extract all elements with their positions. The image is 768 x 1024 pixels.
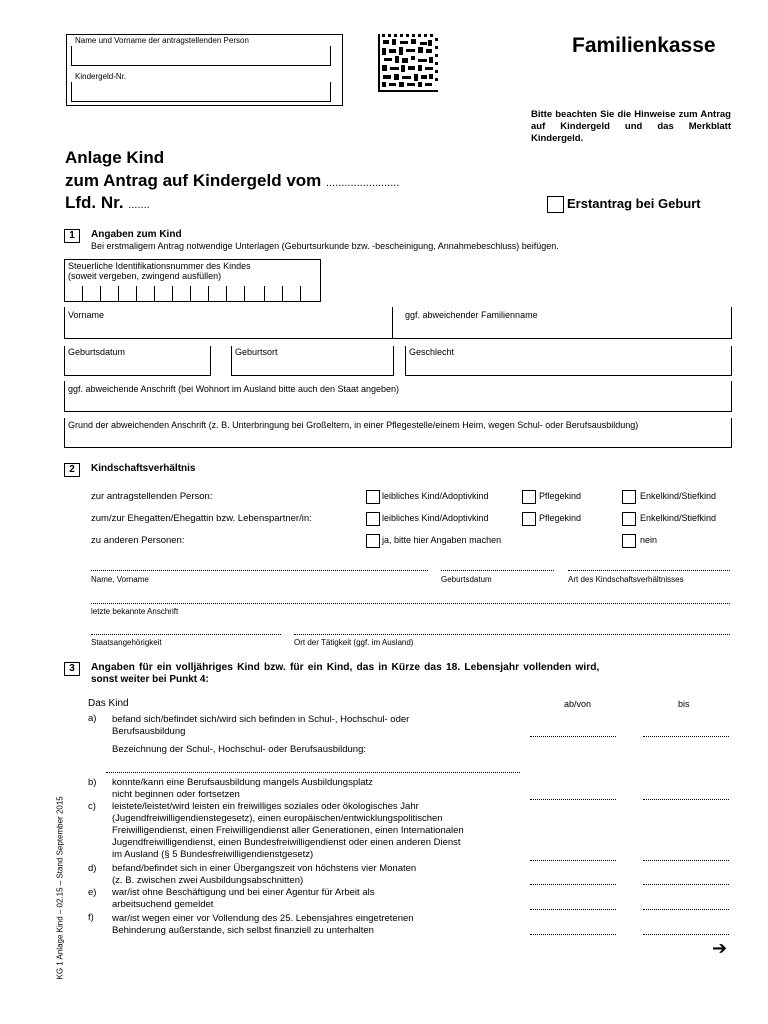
relation-row2-label: zum/zur Ehegatten/Ehegattin bzw. Lebenspartner/in:	[91, 513, 312, 524]
section-3-number: 3	[64, 662, 80, 676]
other-person-kind-field[interactable]	[568, 570, 730, 571]
item-e-to-field[interactable]	[643, 909, 729, 910]
other-surname-input[interactable]	[405, 320, 725, 336]
applicant-name-label: Name und Vorname der antragstellenden Person	[75, 36, 249, 45]
first-name-input[interactable]	[68, 320, 388, 336]
row1-foster-checkbox[interactable]	[522, 490, 536, 504]
tax-id-label-line2: (soweit vergeben, zwingend ausfüllen)	[68, 271, 222, 281]
item-d-key: d)	[88, 863, 97, 874]
row2-biological-checkbox[interactable]	[366, 512, 380, 526]
birthplace-label: Geburtsort	[235, 347, 278, 357]
row1-grandchild-checkbox[interactable]	[622, 490, 636, 504]
last-address-label: letzte bekannte Anschrift	[91, 607, 179, 616]
form-title-text: zum Antrag auf Kindergeld vom	[65, 171, 322, 190]
item-e-text2: arbeitsuchend gemeldet	[112, 899, 214, 910]
item-d-to-field[interactable]	[643, 884, 729, 885]
applicant-name-input[interactable]	[71, 46, 331, 66]
next-page-arrow-icon: ➔	[712, 938, 728, 959]
item-c-from-field[interactable]	[530, 860, 616, 861]
agency-name: Familienkasse	[572, 34, 716, 57]
other-person-name-label: Name, Vorname	[91, 575, 149, 584]
other-person-name-field[interactable]	[91, 570, 428, 571]
row3-no-label: nein	[640, 535, 658, 545]
item-f-from-field[interactable]	[530, 934, 616, 935]
serial-number-field[interactable]: .......	[128, 199, 150, 211]
workplace-label: Ort der Tätigkeit (ggf. im Ausland)	[294, 638, 414, 647]
item-f-text2: Behinderung außerstande, sich selbst finanziell zu unterhalten	[112, 925, 374, 936]
row2-grandchild-label: Enkelkind/Stiefkind	[640, 513, 717, 523]
from-column-header: ab/von	[564, 699, 592, 709]
relation-row3-label: zu anderen Personen:	[91, 535, 185, 546]
item-c-text2: (Jugendfreiwilligendienstegesetz), einen europäischen/entwicklungspolitischen	[112, 813, 443, 824]
item-c-text4: Jugendfreiwilligendienst, einen Bundesfreiwilligendienst oder einen anderen Dienst	[112, 837, 461, 848]
item-c-key: c)	[88, 801, 96, 812]
item-b-text1: konnte/kann eine Berufsausbildung mangels Ausbildungsplatz	[112, 777, 373, 788]
kg-number-input[interactable]	[71, 82, 331, 102]
item-a-education-field[interactable]	[106, 772, 520, 773]
item-c-text5: im Ausland (§ 5 Bundesfreiwilligendienstgesetz)	[112, 849, 314, 860]
tax-id-label-line1: Steuerliche Identifikationsnummer des Kindes	[68, 261, 251, 271]
other-surname-label: ggf. abweichender Familienname	[405, 310, 538, 320]
row2-biological-label: leibliches Kind/Adoptivkind	[382, 513, 489, 523]
first-application-checkbox[interactable]	[547, 196, 564, 213]
workplace-field[interactable]	[294, 634, 730, 635]
form-title-line2	[65, 171, 399, 191]
item-b-from-field[interactable]	[530, 799, 616, 800]
nationality-field[interactable]	[91, 634, 281, 635]
section-3-title-line2: sonst weiter bei Punkt 4:	[91, 674, 209, 685]
first-application-label: Erstantrag bei Geburt	[567, 196, 701, 211]
section-1-title: Angaben zum Kind	[91, 229, 182, 240]
item-c-text1: leistete/leistet/wird leisten ein freiwilliges soziales oder ökologisches Jahr	[112, 801, 419, 812]
other-address-label: ggf. abweichende Anschrift (bei Wohnort im Ausland bitte auch den Staat angeben)	[68, 384, 400, 394]
item-c-text3: Freiwilligendienst, einen Freiwilligendienst aller Generationen, einen Internationalen	[112, 825, 464, 836]
row1-grandchild-label: Enkelkind/Stiefkind	[640, 491, 717, 501]
gender-label: Geschlecht	[409, 347, 455, 357]
section-2-number: 2	[64, 463, 80, 477]
item-e-from-field[interactable]	[530, 909, 616, 910]
kg-number-label: Kindergeld-Nr.	[75, 72, 127, 81]
das-kind-label: Das Kind	[88, 698, 129, 709]
birthdate-label: Geburtsdatum	[68, 347, 126, 357]
item-a-text1: befand sich/befindet sich/wird sich befinden in Schul-, Hochschul- oder	[112, 714, 410, 725]
row1-biological-checkbox[interactable]	[366, 490, 380, 504]
form-title-line1: Anlage Kind	[65, 148, 165, 167]
item-a-from-field[interactable]	[530, 736, 616, 737]
item-b-key: b)	[88, 777, 97, 788]
item-e-key: e)	[88, 887, 97, 898]
row3-yes-checkbox[interactable]	[366, 534, 380, 548]
item-c-to-field[interactable]	[643, 860, 729, 861]
item-b-to-field[interactable]	[643, 799, 729, 800]
row1-foster-label: Pflegekind	[539, 491, 582, 501]
nationality-label: Staatsangehörigkeit	[91, 638, 162, 647]
item-d-from-field[interactable]	[530, 884, 616, 885]
application-date-field[interactable]: ........................	[326, 177, 400, 189]
item-d-text2: (z. B. zwischen zwei Ausbildungsabschnitten)	[112, 875, 304, 886]
to-column-header: bis	[678, 699, 690, 709]
hint-note: Bitte beachten Sie die Hinweise zum Antrag auf Kindergeld und das Merkblatt Kindergeld.	[531, 109, 731, 144]
other-person-kind-label: Art des Kindschaftsverhältnisses	[568, 575, 684, 584]
section-2-title: Kindschaftsverhältnis	[91, 463, 196, 474]
row2-grandchild-checkbox[interactable]	[622, 512, 636, 526]
other-person-birth-label: Geburtsdatum	[441, 575, 492, 584]
row1-biological-label: leibliches Kind/Adoptivkind	[382, 491, 489, 501]
row2-foster-checkbox[interactable]	[522, 512, 536, 526]
item-f-to-field[interactable]	[643, 934, 729, 935]
item-a-to-field[interactable]	[643, 736, 729, 737]
datamatrix-code-icon	[378, 34, 438, 92]
item-a-text2: Berufsausbildung	[112, 726, 186, 737]
item-f-key: f)	[88, 912, 94, 923]
relation-row1-label: zur antragstellenden Person:	[91, 491, 213, 502]
other-person-birth-field[interactable]	[441, 570, 554, 571]
form-version-side-text: KG 1 Anlage Kind – 02.15 – Stand September 2015	[55, 796, 65, 980]
gender-field[interactable]	[405, 346, 732, 376]
item-a-key: a)	[88, 713, 97, 724]
row3-no-checkbox[interactable]	[622, 534, 636, 548]
item-a-subtext: Bezeichnung der Schul-, Hochschul- oder Berufsausbildung:	[112, 744, 367, 755]
item-f-text1: war/ist wegen einer vor Vollendung des 25. Lebensjahres eingetretenen	[112, 913, 414, 924]
section-3-title-line1: Angaben für ein volljähriges Kind bzw. für ein Kind, das in Kürze das 18. Lebensjahr vollenden wird,	[91, 662, 600, 673]
item-d-text1: befand/befindet sich in einer Übergangszeit von höchstens vier Monaten	[112, 863, 417, 874]
first-name-label: Vorname	[68, 310, 105, 320]
address-reason-label: Grund der abweichenden Anschrift (z. B. Unterbringung bei Großeltern, in einer Pflegestelle/einem Heim, wegen Schul- oder Berufsausbildung)	[68, 420, 639, 430]
item-e-text1: war/ist ohne Beschäftigung und bei einer Agentur für Arbeit als	[112, 887, 375, 898]
serial-number-label: Lfd. Nr.	[65, 193, 124, 212]
form-title-line3	[65, 193, 150, 213]
section-1-subtitle: Bei erstmaligem Antrag notwendige Unterlagen (Geburtsurkunde bzw. -bescheinigung, Annahmebeschluss) beifügen.	[91, 241, 559, 251]
section-1-number: 1	[64, 229, 80, 243]
last-address-field[interactable]	[91, 603, 730, 604]
row2-foster-label: Pflegekind	[539, 513, 582, 523]
row3-yes-label: ja, bitte hier Angaben machen	[382, 535, 502, 545]
item-b-text2: nicht beginnen oder fortsetzen	[112, 789, 240, 800]
